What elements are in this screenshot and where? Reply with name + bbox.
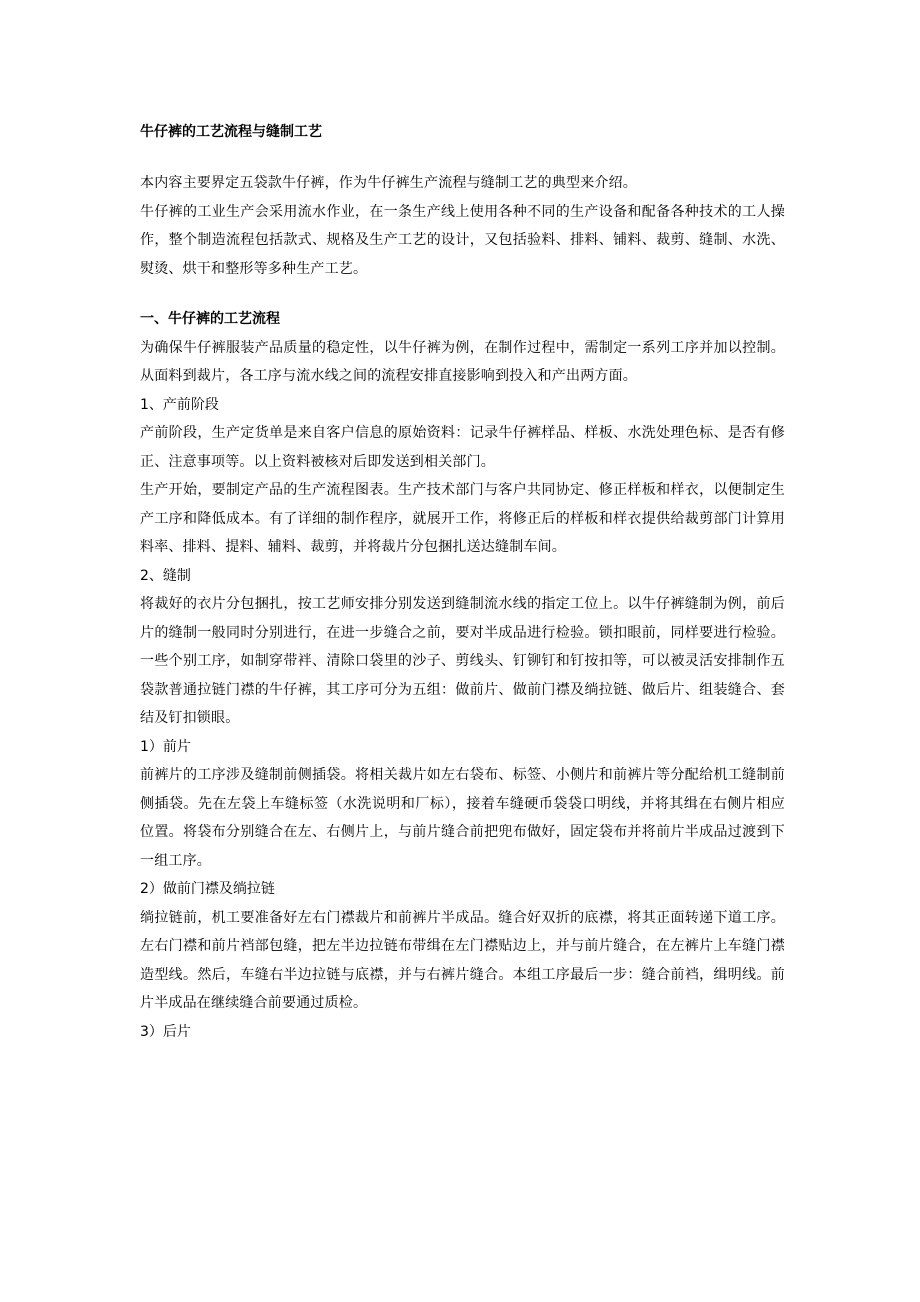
sewing-paragraph: 将裁好的衣片分包捆扎，按工艺师安排分别发送到缝制流水线的指定工位上。以牛仔裤缝制为例，前后片的缝制一般同时分别进行，在进一步缝合之前，要对半成品进行检验。锁扣眼前，同样要进行检验。一些个别工序，如制穿带袢、清除口袋里的沙子、剪线头、钉铆钉和钉按扣等，可以被灵活安排制作五袋款普通拉链门襟的牛仔裤，其工序可分为五组：做前片、做前门襟及绱拉链、做后片、组装缝合、套结及钉扣锁眼。	[140, 596, 785, 726]
intro-paragraph-2: 牛仔裤的工业生产会采用流水作业，在一条生产线上使用各种不同的生产设备和配备各种技术的工人操作，整个制造流程包括款式、规格及生产工艺的设计，又包括验料、排料、铺料、裁剪、缝制、水洗、熨烫、烘干和整形等多种生产工艺。	[140, 203, 785, 277]
subheading-sewing: 2、缝制	[140, 567, 191, 584]
fly-zipper-paragraph: 绱拉链前，机工要准备好左右门襟裁片和前裤片半成品。缝合好双折的底襟，将其正面转递下道工序。左右门襟和前片裆部包缝，把左半边拉链布带缉在左门襟贴边上，并与前片缝合，在左裤片上车缝门襟造型线。然后，车缝右半边拉链与底襟，并与右裤片缝合。本组工序最后一步：缝合前裆，缉明线。前片半成品在继续缝合前要通过质检。	[140, 909, 785, 1011]
pre-production-paragraph-2: 生产开始，要制定产品的生产流程图表。生产技术部门与客户共同协定、修正样板和样衣，以便制定生产工序和降低成本。有了详细的制作程序，就展开工作，将修正后的样板和样衣提供给裁剪部门计算用料率、排料、提料、辅料、裁剪，并将裁片分包捆扎送达缝制车间。	[140, 482, 785, 555]
section-heading-process: 一、牛仔裤的工艺流程	[140, 311, 280, 327]
document-title: 牛仔裤的工艺流程与缝制工艺	[140, 124, 322, 140]
subheading-fly-zipper: 2）做前门襟及绱拉链	[140, 881, 275, 897]
spacer	[140, 283, 785, 305]
intro-paragraph-1: 本内容主要界定五袋款牛仔裤，作为牛仔裤生产流程与缝制工艺的典型来介绍。	[140, 175, 637, 191]
front-piece-paragraph: 前裤片的工序涉及缝制前侧插袋。将相关裁片如左右袋布、标签、小侧片和前裤片等分配给机工缝制前侧插袋。先在左袋上车缝标签（水洗说明和厂标），接着车缝硬币袋袋口明线，并将其缉在右侧片相应位置。将袋布分别缝合在左、右侧片上，与前片缝合前把兜布做好，固定袋布并将前片半成品过渡到下一组工序。	[140, 767, 785, 869]
subheading-pre-production: 1、产前阶段	[140, 396, 219, 413]
spacer	[140, 146, 785, 169]
section-intro-paragraph: 为确保牛仔裤服装产品质量的稳定性，以牛仔裤为例，在制作过程中，需制定一系列工序并加以控制。从面料到裁片，各工序与流水线之间的流程安排直接影响到投入和产出两方面。	[140, 339, 785, 384]
subheading-back-piece: 3）后片	[140, 1023, 191, 1040]
subheading-front-piece: 1）前片	[140, 738, 191, 755]
document-page	[140, 118, 785, 1046]
pre-production-paragraph-1: 产前阶段，生产定货单是来自客户信息的原始资料：记录牛仔裤样品、样板、水洗处理色标、是否有修正、注意事项等。以上资料被核对后即发送到相关部门。	[140, 425, 785, 470]
